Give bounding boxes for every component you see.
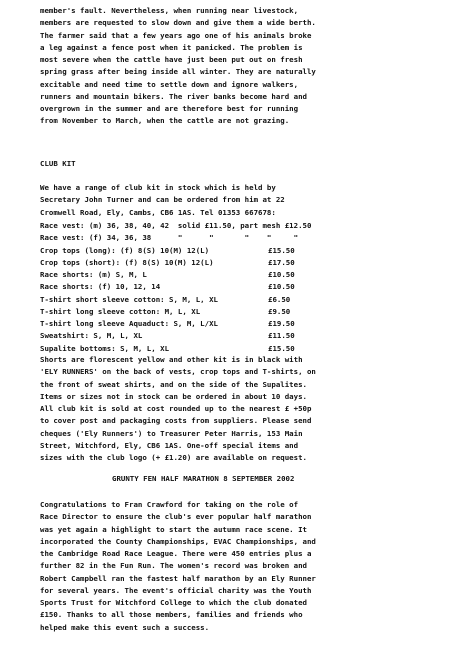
kit-item-price: £19.50 (268, 319, 295, 328)
kit-intro-line: Cromwell Road, Ely, Cambs, CB6 1AS. Tel 01353 667678: (40, 207, 276, 217)
kit-item-desc: T-shirt long sleeve Aquaduct: S, M, L/XL (40, 319, 218, 328)
kit-item-desc: Sweatshirt: S, M, L, XL (40, 331, 143, 341)
kit-item (40, 220, 450, 232)
intro-line: spring grass after being inside all winter. They are naturally (40, 67, 316, 77)
marathon-paragraph (40, 499, 450, 634)
kit-item (40, 343, 450, 355)
marathon-heading: GRUNTY FEN HALF MARATHON 8 SEPTEMBER 2002 (112, 474, 295, 483)
kit-item (40, 232, 450, 244)
kit-details-line: to cover post and packaging costs from suppliers. Please send (40, 416, 312, 426)
kit-item-price: £15.50 (268, 343, 295, 353)
kit-intro-line: Secretary John Turner and can be ordered from him at 22 (40, 195, 285, 205)
intro-line: most severe when the cattle have just been put out on fresh (40, 55, 303, 64)
kit-item-price: £10.50 (268, 270, 295, 279)
kit-item-desc: Race shorts: (f) 10, 12, 14 (40, 282, 161, 292)
kit-item (40, 318, 450, 330)
kit-item-desc: T-shirt long sleeve cotton: M, L, XL (40, 306, 201, 316)
kit-item-price: £10.50 (268, 282, 295, 292)
kit-item-price: £6.50 (268, 294, 291, 304)
kit-item-price: £15.50 (268, 245, 295, 255)
kit-intro-line: We have a range of club kit in stock which is held by (40, 183, 276, 192)
intro-line: members are requested to slow down and give them a wide berth. (40, 18, 316, 28)
intro-line: The farmer said that a few years ago one of his animals broke (40, 30, 312, 40)
intro-line: from November to March, when the cattle are not grazing. (40, 116, 290, 126)
club-kit-heading: CLUB KIT (40, 159, 76, 168)
kit-details-line: Items or sizes not in stock can be ordered in about 10 days. (40, 391, 307, 401)
intro-line: overgrown in the summer and are therefore best for running (40, 104, 299, 113)
kit-item-desc: Race shorts: (m) S, M, L (40, 270, 147, 279)
kit-details-line: sizes with the club logo (+ £1.20) are available on request. (40, 453, 307, 462)
marathon-line: further 82 in the Fun Run. The women's record was broken and (40, 561, 307, 571)
marathon-line: helped make this event such a success. (40, 622, 210, 632)
kit-item (40, 306, 450, 318)
intro-line: a leg against a fence post when it panicked. The problem is (40, 42, 303, 52)
kit-details-line: Street, Witchford, Ely, CB6 1AS. One-off special items and (40, 440, 299, 450)
marathon-line: incorporated the County Championships, EVAC Championships, and (40, 536, 316, 546)
kit-details-line: Shorts are florescent yellow and other kit is in black with (40, 355, 303, 364)
intro-paragraph (40, 5, 450, 128)
kit-details-line: cheques ('Ely Runners') to Treasurer Peter Harris, 153 Main (40, 428, 303, 438)
marathon-line: £150. Thanks to all those members, families and friends who (40, 610, 303, 620)
club-kit-intro (40, 182, 450, 219)
marathon-line: the Cambridge Road Race League. There were 450 entries plus a (40, 549, 312, 558)
club-kit-price-list (40, 220, 450, 355)
kit-item (40, 330, 450, 342)
kit-item-desc: Race vest: (m) 36, 38, 40, 42 solid £11.50, part mesh £12.50 (40, 221, 312, 230)
kit-details-line: All club kit is sold at cost rounded up to the nearest £ +50p (40, 404, 312, 413)
kit-item (40, 294, 450, 306)
marathon-line: Sports Trust for Witchford College to which the club donated (40, 598, 307, 607)
marathon-line: Race Director to ensure the club's ever popular half marathon (40, 512, 312, 522)
kit-item (40, 269, 450, 281)
intro-line: member's fault. Nevertheless, when running near livestock, (40, 6, 299, 15)
kit-details-paragraph (40, 354, 450, 464)
kit-item-price: £11.50 (268, 331, 295, 341)
kit-item (40, 281, 450, 293)
marathon-line: Congratulations to Fran Crawford for taking on the role of (40, 500, 299, 509)
kit-item-desc: Crop tops (long): (f) 8(S) 10(M) 12(L) (40, 245, 210, 255)
kit-item-price: £17.50 (268, 257, 295, 267)
kit-details-line: 'ELY RUNNERS' on the back of vests, crop tops and T-shirts, on (40, 367, 316, 377)
kit-item (40, 257, 450, 269)
kit-item-price: £9.50 (268, 306, 291, 316)
kit-item-desc: Crop tops (short): (f) 8(S) 10(M) 12(L) (40, 257, 214, 267)
marathon-line: was yet again a highlight to start the autumn race scene. It (40, 524, 307, 534)
marathon-line: for several years. The event's official charity was the Youth (40, 585, 312, 595)
kit-item (40, 245, 450, 257)
intro-line: runners and mountain bikers. The river banks become hard and (40, 91, 307, 101)
kit-item-desc: T-shirt short sleeve cotton: S, M, L, XL (40, 294, 218, 304)
intro-line: excitable and need time to settle down and ignore walkers, (40, 79, 299, 89)
kit-details-line: the front of sweat shirts, and on the side of the Supalites. (40, 379, 307, 389)
marathon-line: Robert Campbell ran the fastest half marathon by an Ely Runner (40, 573, 316, 583)
kit-item-desc: Race vest: (f) 34, 36, 38 " " " " " (40, 233, 299, 243)
kit-item-desc: Supalite bottoms: S, M, L, XL (40, 343, 170, 353)
